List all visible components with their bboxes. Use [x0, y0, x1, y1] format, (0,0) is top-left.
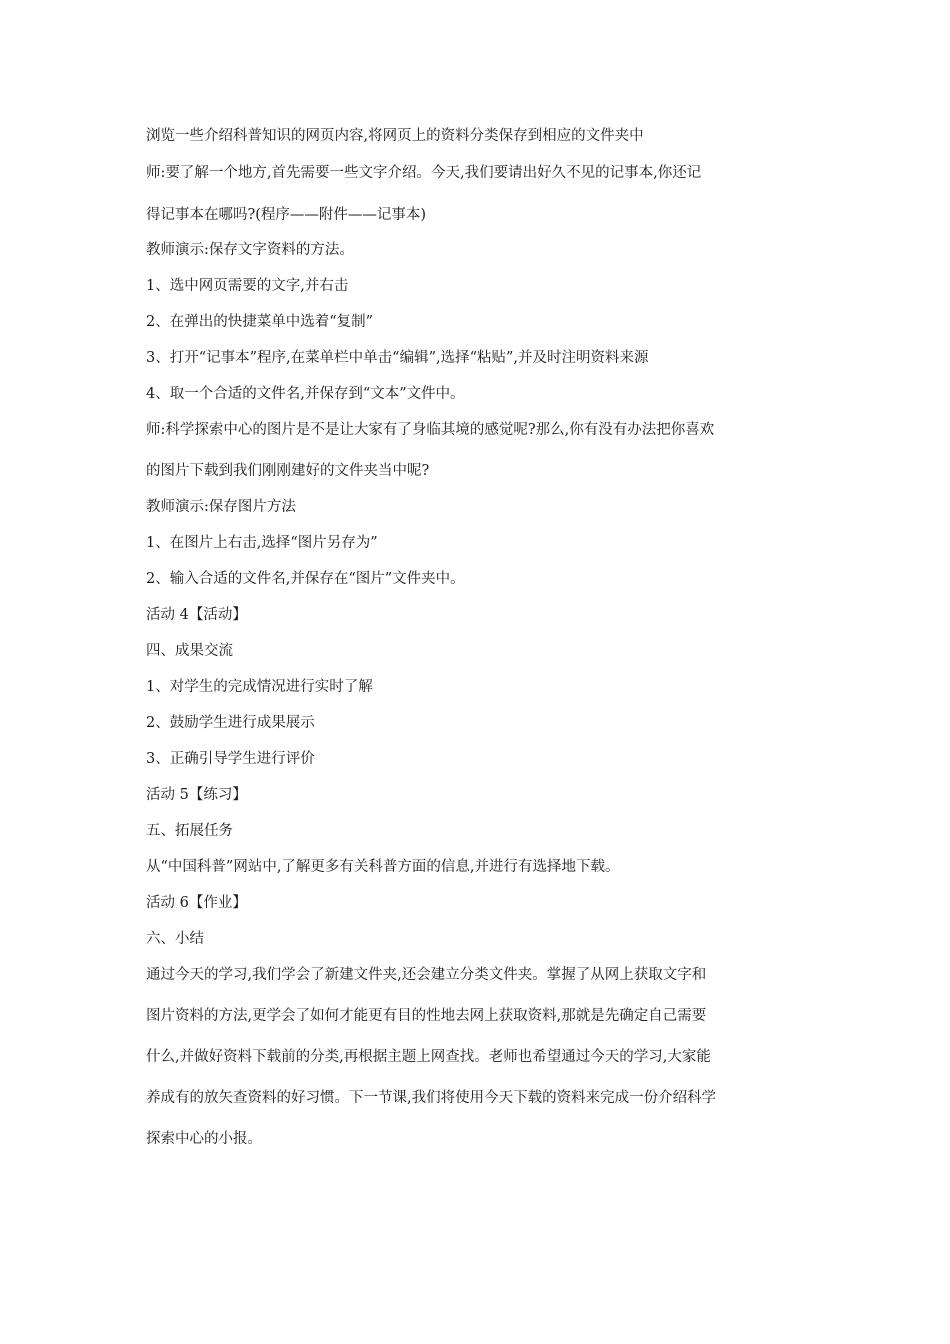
text-line: 1、对学生的完成情况进行实时了解 — [146, 679, 373, 695]
text-line: 3、打开“记事本”程序,在菜单栏中单击“编辑”,选择“粘贴”,并及时注明资料来源 — [146, 350, 649, 366]
text-line: 教师演示:保存文字资料的方法。 — [146, 242, 354, 258]
text-line: 1、在图片上右击,选择“图片另存为” — [146, 535, 378, 551]
text-line: 图片资料的方法,更学会了如何才能更有目的性地去网上获取资料,那就是先确定自己需要 — [146, 1008, 707, 1024]
text-line: 得记事本在哪吗?(程序——附件——记事本) — [146, 207, 427, 223]
text-line: 4、取一个合适的文件名,并保存到“文本”文件中。 — [146, 386, 465, 402]
text-line: 2、输入合适的文件名,并保存在“图片”文件夹中。 — [146, 571, 465, 587]
text-line: 什么,并做好资料下载前的分类,再根据主题上网查找。老师也希望通过今天的学习,大家能 — [146, 1049, 711, 1065]
activity-heading: 活动 5【练习】 — [146, 787, 247, 803]
activity-heading: 活动 4【活动】 — [146, 607, 247, 623]
text-line: 2、鼓励学生进行成果展示 — [146, 715, 315, 731]
text-line: 从“中国科普”网站中,了解更多有关科普方面的信息,并进行有选择地下载。 — [146, 859, 620, 875]
text-line: 2、在弹出的快捷菜单中选着“复制” — [146, 314, 374, 330]
activity-heading: 活动 6【作业】 — [146, 895, 247, 911]
text-line: 教师演示:保存图片方法 — [146, 499, 296, 515]
text-line: 通过今天的学习,我们学会了新建文件夹,还会建立分类文件夹。掌握了从网上获取文字和 — [146, 967, 707, 983]
text-line: 探索中心的小报。 — [146, 1131, 262, 1147]
text-line: 师:科学探索中心的图片是不是让大家有了身临其境的感觉呢?那么,你有没有办法把你喜欢 — [146, 422, 715, 438]
section-heading: 六、小结 — [146, 931, 204, 947]
section-heading: 五、拓展任务 — [146, 823, 233, 839]
text-line: 浏览一些介绍科普知识的网页内容,将网页上的资料分类保存到相应的文件夹中 — [146, 128, 644, 144]
section-heading: 四、成果交流 — [146, 643, 233, 659]
text-line: 的图片下载到我们刚刚建好的文件夹当中呢? — [146, 463, 430, 479]
text-line: 养成有的放矢查资料的好习惯。下一节课,我们将使用今天下载的资料来完成一份介绍科学 — [146, 1090, 717, 1106]
text-line: 1、选中网页需要的文字,并右击 — [146, 278, 349, 294]
text-line: 3、正确引导学生进行评价 — [146, 751, 315, 767]
text-line: 师:要了解一个地方,首先需要一些文字介绍。今天,我们要请出好久不见的记事本,你还记 — [146, 165, 702, 181]
